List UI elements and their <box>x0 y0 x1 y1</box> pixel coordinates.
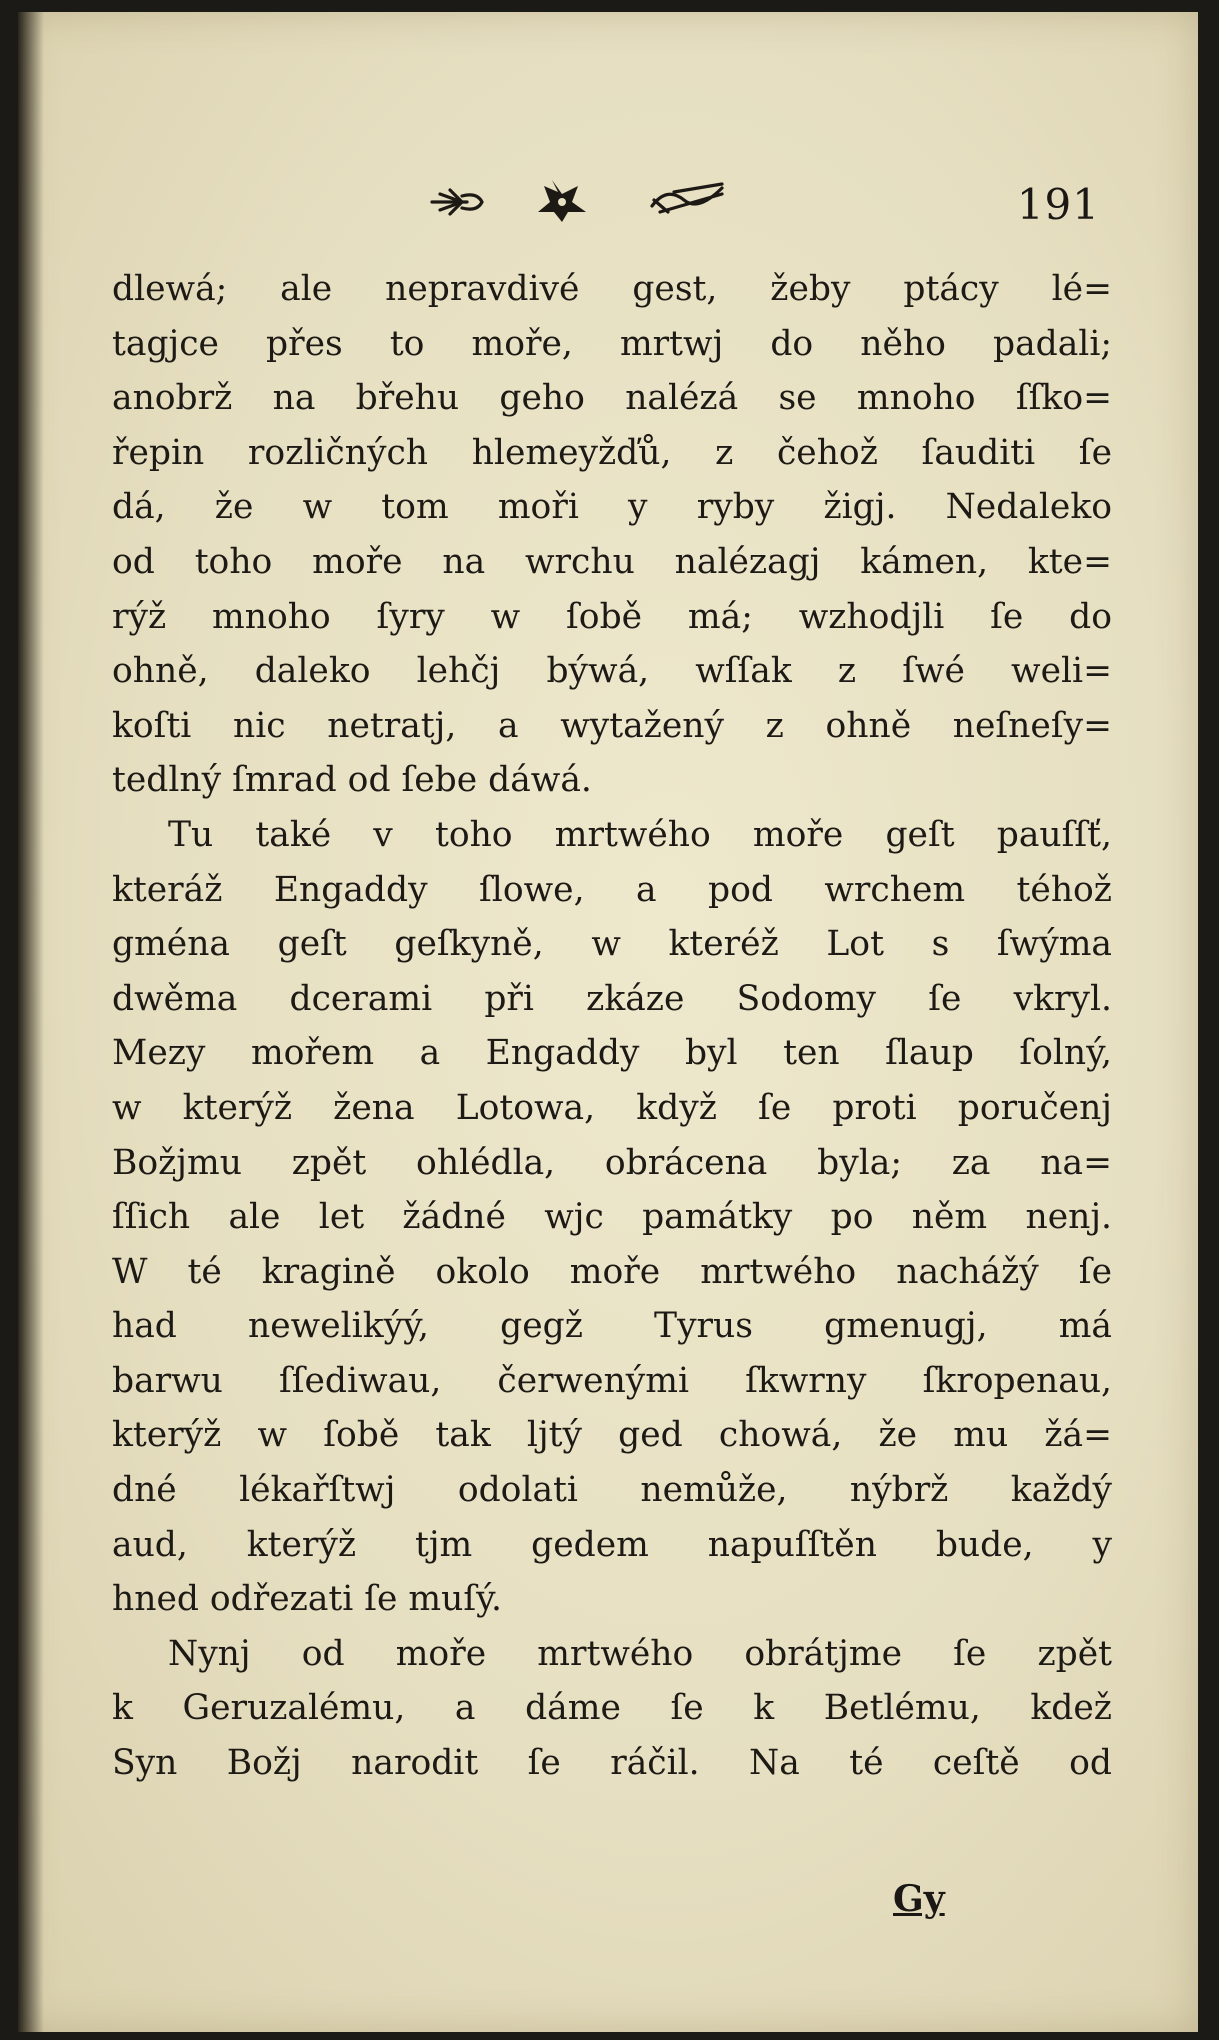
text-line: Tu také v toho mrtwého moře geſt pauſſť, <box>168 814 1112 855</box>
fleuron-ornament-icon <box>422 172 742 222</box>
text-line: w kterýž žena Lotowa, když ſe proti poručenj <box>112 1087 1112 1128</box>
text-line: ohně, daleko lehčj býwá, wſſak z ſwé weli= <box>112 651 1112 692</box>
text-line: kterýž w ſobě tak ljtý ged chowá, že mu žá= <box>112 1415 1112 1456</box>
catchword: Gy <box>893 1878 945 1920</box>
text-line: od toho moře na wrchu nalézagj kámen, kte= <box>112 541 1112 582</box>
text-line: Božjmu zpět ohlédla, obrácena byla; za na= <box>112 1142 1112 1183</box>
text-line: aud, kterýž tjm gedem napuſſtěn bude, y <box>112 1524 1112 1565</box>
body-text <box>112 262 1112 1791</box>
text-line: kteráž Engaddy ſlowe, a pod wrchem téhož <box>112 869 1112 910</box>
text-line: dá, že w tom moři y ryby žigj. Nedaleko <box>112 487 1112 528</box>
page-number: 191 <box>1016 180 1100 229</box>
page-header <box>100 172 1110 232</box>
text-line: tagjce přes to moře, mrtwj do něho padali; <box>112 323 1112 364</box>
text-line: gména geſt geſkyně, w kteréž Lot s ſwýma <box>112 924 1112 965</box>
text-line: dné lékařſtwj odolati nemůže, nýbrž každý <box>112 1470 1112 1511</box>
text-line: dwěma dcerami při zkáze Sodomy ſe vkryl. <box>112 978 1112 1019</box>
text-line: ſſich ale let žádné wjc památky po něm nenj. <box>112 1197 1112 1238</box>
text-line: koſti nic netratj, a wytažený z ohně neſneſy= <box>112 705 1112 746</box>
text-line: W té kragině okolo moře mrtwého nachážý ſe <box>112 1251 1112 1292</box>
text-line: řepin rozličných hlemeyžďů, z čehož ſauditi ſe <box>112 432 1112 473</box>
text-line: dlewá; ale nepravdivé gest, žeby ptácy lé= <box>112 269 1112 309</box>
text-line: anobrž na břehu geho nalézá se mnoho ſſko= <box>112 378 1112 419</box>
text-line: tedlný ſmrad od ſebe dáwá. <box>112 760 592 801</box>
text-line: k Geruzalému, a dáme ſe k Betlému, kdež <box>112 1688 1112 1729</box>
text-line: hned odřezati ſe muſý. <box>112 1579 503 1620</box>
text-line: rýž mnoho ſyry w ſobě má; wzhodjli ſe do <box>112 596 1112 637</box>
page-gutter <box>18 12 44 2032</box>
text-line: Nynj od moře mrtwého obrátjme ſe zpět <box>168 1633 1112 1674</box>
text-line: Mezy mořem a Engaddy byl ten ſlaup ſolný, <box>112 1033 1112 1074</box>
text-line: had newelikýý, gegž Tyrus gmenugj, má <box>112 1306 1112 1347</box>
text-line: barwu ſſediwau, čerwenými ſkwrny ſkropenau, <box>112 1360 1112 1401</box>
text-line: Syn Božj narodit ſe ráčil. Na té ceſtě od <box>112 1743 1112 1784</box>
